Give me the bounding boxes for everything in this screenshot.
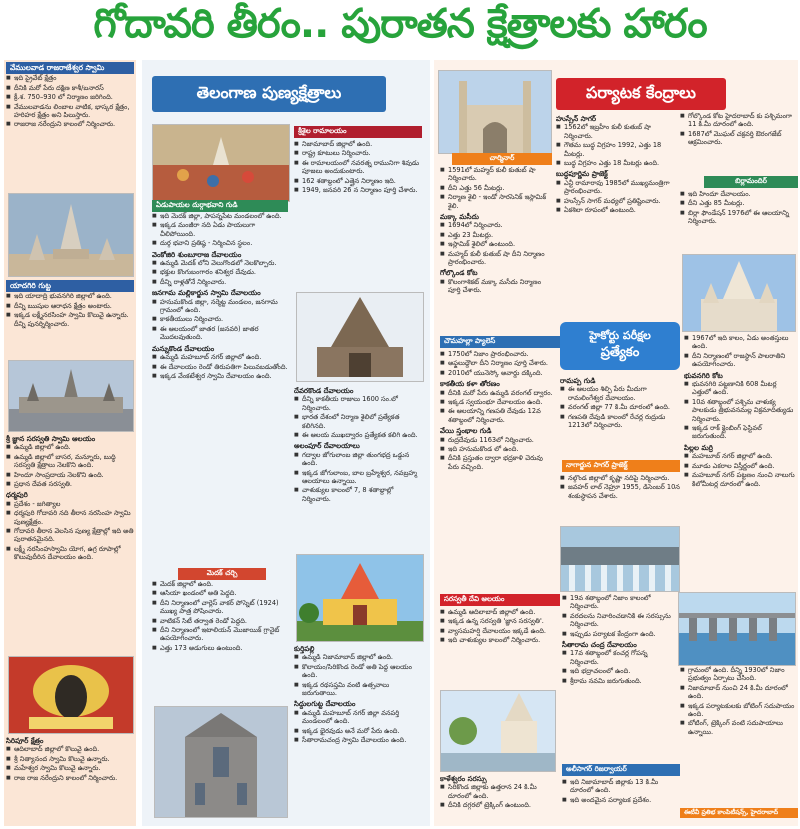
list-item: ■ 1694లో నిర్మించారు. xyxy=(448,221,550,229)
list-item: ■ మహేశ్వర స్వామి కొలువై ఉన్నారు. xyxy=(14,764,134,772)
list-item: ■ 1750లో నిజాం ప్రారంభించారు. xyxy=(448,350,554,358)
medak-church-photo xyxy=(154,706,288,818)
list-item: ■ ఇది చాళుక్యుల కాలంలో నిర్మించారు. xyxy=(448,636,558,644)
birla-mandir-photo xyxy=(682,254,796,332)
col2-c4-list xyxy=(152,353,288,380)
col1-s3-title: శ్రీ జ్ఞాన సరస్వతి స్వామి ఆలయం xyxy=(6,435,96,443)
list-item: ■ 1967లో ఇది కాలం, ఏడు అంతస్తులు ఉంది. xyxy=(692,334,796,351)
list-item: ■ ఈ ఆలయం శిల్పి పేరు మీదుగా రామలింగేశ్వర దేవాలయం. xyxy=(568,385,680,402)
birla-mandir-caption: బిర్లామందిర్ xyxy=(704,176,798,188)
golconda-fort-list xyxy=(680,112,796,147)
list-item: ■ ఇది యాదాద్రి భువనగిరి జిల్లాలో ఉంది. xyxy=(14,292,134,300)
nagarjuna-dam-photo xyxy=(560,526,680,592)
col2-c7-title: దేవరకొండ దేవాలయం xyxy=(294,387,354,395)
list-item: ■ ధర్మపురి గోదావరి నది తీరాన నరసింహ స్వామి పుణ్యక్షేత్రం. xyxy=(14,509,134,526)
col2-c3-list xyxy=(152,298,288,342)
col3-saraswati-text xyxy=(440,608,558,688)
list-item: ■ ఈ ఆలయ ముఖద్వారం ప్రత్యేకత కలిగి ఉంది. xyxy=(302,431,424,439)
bhuvanagiri-title: భువనగిరి కోట xyxy=(684,371,723,380)
list-item: ■ 1687లో మొఘల్ చక్రవర్తి ఔరంగజేబ్ ఆక్రమించారు. xyxy=(688,130,796,147)
list-item: ■ వరదలను నివారించడానికి ఈ సరస్సును నిర్మించారు. xyxy=(570,612,674,629)
col2-c10-list xyxy=(294,709,424,745)
list-item: ■ దీనికి ప్రస్తుతం ద్వారా భద్రకాళి చెరువు పేరు వచ్చింది. xyxy=(448,454,554,471)
col2-c6-list xyxy=(294,140,424,194)
list-item: ■ ఇప్పుడు పర్యాటక కేంద్రంగా ఉంది. xyxy=(570,630,674,638)
golconda-title: గోల్కొండ కోట xyxy=(440,269,478,278)
list-item: ■ జవహర్ లాల్ నెహ్రూ 1955, డిసెంబర్ 10న శంకుస్థాపన చేశారు. xyxy=(568,483,680,500)
list-item: ■ ఉమ్మడి జిల్లాలో ఉంది. xyxy=(14,443,134,451)
list-item: ■ రాష్ట్ర కూటులు నిర్మించారు. xyxy=(302,149,424,157)
hussain-list xyxy=(556,123,674,167)
seetharama-title: సీతారామ చంద్ర దేవాలయం xyxy=(562,641,637,650)
stone-temple-photo xyxy=(296,292,424,382)
list-item: ■ ఉమ్మడి నిజామాబాద్ జిల్లాలో ఉంది. xyxy=(302,653,424,661)
list-item: ■ భారత దేశంలో నిర్మాణ శైలిలో ప్రత్యేకత కలిగినది. xyxy=(302,413,424,430)
list-item: ■ ఆదిలాబాద్ జిల్లాలో కొలువై ఉంది. xyxy=(14,745,134,753)
list-item: ■ ఇక్కడ మంజీరా నది ఏడు పాయలుగా చీలిపోయింది. xyxy=(160,221,288,238)
list-item: ■ ఈ దేవాలయం రెండో తిరుపతిగా పిలువబడుతోంది. xyxy=(160,363,288,371)
credit-line: ఈటీవీ ప్రతిభ కాంపిటీషన్స్, హైదరాబాద్ xyxy=(680,808,798,818)
edupayala-photo xyxy=(152,124,290,202)
col1-s4-title: ధర్మపురి xyxy=(6,491,28,500)
col1-s2-title: యాదగిరి గుట్ట xyxy=(6,280,134,292)
col3-birla-text xyxy=(680,190,796,252)
col3-chowmahalla-text xyxy=(440,350,554,586)
nagarjuna-caption: నాగార్జున సాగర్ ప్రాజెక్ట్ xyxy=(562,460,680,472)
list-item: ■ 10వ శతాబ్దంలో పశ్చిమ చాళుక్య పాలకుడు త్రిభువనమల్ల విక్రమాదిత్యుడు నిర్మించారు. xyxy=(692,398,796,423)
list-item: ■ ఇక్కడ పర్యాటకులకు బోటింగ్ సదుపాయం ఉంది. xyxy=(688,702,796,719)
list-item: ■ ఉమ్మడి మహబూబ్ నగర్ జిల్లా వనపర్తి మండలంలో ఉంది. xyxy=(302,709,424,726)
list-item: ■ ఇక్కడ భైరవుడు అనే మరో పేరు ఉంది. xyxy=(302,727,424,735)
col2-c10-title: సిద్దులగుట్ట దేవాలయం xyxy=(294,700,356,709)
alisagar-caption: అలీసాగర్ రిజర్వాయర్ xyxy=(562,764,680,776)
nizam-list xyxy=(562,594,674,638)
charminar-photo xyxy=(438,70,552,154)
list-item: ■ దీని నిర్మాణంలో రాజస్థాన్ పాలరాతిని ఉపయోగించారు. xyxy=(692,352,796,369)
list-item: ■ రాజ రాజ నరేంద్రుని కాలంలో నిర్మించారు. xyxy=(14,774,134,782)
list-item: ■ దీని నిర్మాణంలో ఇటాలియన్ మొజాయిక్ గ్రానైట్ ఉపయోగించారు. xyxy=(160,626,288,643)
ramappa-list xyxy=(560,385,680,429)
col1-s5-list xyxy=(6,745,134,782)
thousand-pillar-list xyxy=(440,436,554,472)
list-item: ■ ఈ ఆలయాన్ని గణపతి దేవుడు 12వ శతాబ్దంలో నిర్మించారు. xyxy=(448,407,554,424)
list-item: ■ ఇది ప్రైవేట్ క్షేత్రం xyxy=(14,74,134,82)
list-item: ■ నల్గొండ జిల్లాలో కృష్ణా నదిపై నిర్మించారు. xyxy=(568,474,680,482)
list-item: ■ వేములవాడను లింబాల వాటిక, భాస్కర క్షేత్రం, హరిహర క్షేత్రం అని పిలుస్తారు. xyxy=(14,103,134,120)
col1-s1-title: వేములవాడ రాజరాజేశ్వర స్వామి xyxy=(6,62,134,74)
list-item: ■ ఎత్తు 23 మీటర్లు. xyxy=(448,231,550,239)
list-item: ■ గోదావరి తీరాన వెలసిన పుణ్య క్షేత్రాల్లో ఇది అతి పురాతనమైనది. xyxy=(14,527,134,544)
list-item: ■ గద్వాల జోగులాంబ జిల్లా తుంగభద్ర ఒడ్డున ఉంది. xyxy=(302,451,424,468)
list-item: ■ ఈ రామాలయంలో నవరత్న రామునిగా శివుడు పూజలు అందుకుంటారు. xyxy=(302,159,424,176)
col1-s1-list xyxy=(6,74,134,128)
kakatiya-thoranam-title: కాకతీయ కళా తోరణం xyxy=(440,380,500,389)
list-item: ■ ఇక్కడ ఉన్న సరస్వతి 'జ్ఞాన సరస్వతి'. xyxy=(448,617,558,625)
birla-more-list xyxy=(684,334,796,369)
col2-left-text xyxy=(152,212,288,566)
chowmahalla-list xyxy=(440,350,554,377)
dam-list xyxy=(680,666,796,736)
list-item: ■ వరంగల్ జిల్లా 77 కి.మీ దూరంలో ఉంది. xyxy=(568,403,680,411)
list-item: ■ దీనికి మరో పేరు ఉమ్మడి వరంగల్ ద్వారం. xyxy=(448,389,554,397)
col1-s2-list xyxy=(6,292,134,328)
col3-birla-more-text xyxy=(684,334,796,564)
list-item: ■ ప్రదేశం - జగిత్యాల xyxy=(14,500,134,508)
col1-s3-list xyxy=(6,443,134,488)
list-item: ■ హనుమకొండ జిల్లా, నర్మెట్ట మండలం, జనగామ గ్రామంలో ఉంది. xyxy=(160,298,288,315)
col3-nagarjuna-text xyxy=(560,474,680,524)
list-item: ■ మహబూబ్ నగర్ జిల్లాలో ఉంది. xyxy=(692,452,796,460)
col3-charminar-text xyxy=(440,166,550,326)
list-item: ■ ఇది మెదక్ జిల్లా, పాపన్నపేట మండలంలో ఉంది. xyxy=(160,212,288,220)
col2-c8-list xyxy=(294,451,424,503)
seetharama-list xyxy=(562,649,674,685)
list-item: ■ ఇక్కడ రథసప్తమి వంటి ఉత్సవాలు జరుగుతాయి. xyxy=(302,681,424,698)
list-item: ■ రాజరాజ నరేంద్రుని కాలంలో నిర్మించారు. xyxy=(14,120,134,128)
col1-s5-title: సిరిపూర్ క్షేత్రం xyxy=(6,737,44,745)
charminar-list xyxy=(440,166,550,210)
list-item: ■ ఎన్టీ రామారావు 1985లో ముఖ్యమంత్రిగా ప్రారంభించారు. xyxy=(564,179,674,196)
list-item: ■ దీన్ని ఋషుల ఆరాధన క్షేత్రం అంటారు. xyxy=(14,302,134,310)
list-item: ■ ఆసియా ఖండంలో అతి పెద్దది. xyxy=(160,589,288,597)
list-item: ■ ఎత్తు 173 అడుగులు ఉంటుంది. xyxy=(160,644,288,652)
col2-c8-title: అలంపూర్ దేవాలయాలు xyxy=(294,442,360,451)
bhuvanagiri-list xyxy=(684,380,796,441)
list-item: ■ దీనికి మరో పేరు దక్షిణ కాశీ/బనారస్ xyxy=(14,84,134,92)
list-item: ■ ఈ ఆలయంలో జాతర (జనవరి) జాతర మొదలవుతుంది. xyxy=(160,325,288,342)
list-item: ■ బోటింగ్, ట్రెక్కింగ్ వంటి సదుపాయాలు ఉన్నాయి. xyxy=(688,719,796,736)
golconda-list xyxy=(440,278,550,295)
charminar-caption: చార్మినార్ xyxy=(452,153,552,165)
thousand-pillar-title: వేయి స్తంభాల గుడి xyxy=(440,427,492,436)
high-court-badge-line1: హైకోర్టు పరీక్షల xyxy=(589,329,651,342)
list-item: ■ 17వ శతాబ్దంలో కంచర్ల గోపన్న నిర్మించారు. xyxy=(570,649,674,666)
col2-c4-title: మన్నుకొండ దేవాలయం xyxy=(152,344,215,353)
list-item: ■ కాకతీయులు నిర్మించారు. xyxy=(160,315,288,323)
list-item: ■ ఉమ్మడి మహబూబ్ నగర్ జిల్లాలో ఉంది. xyxy=(160,353,288,361)
col2-c7-list xyxy=(294,395,424,439)
list-item: ■ గ్రామంలో ఉంది. దీన్ని 1930లో నిజాం ప్రభుత్వం ఏర్పాటు చేసింది. xyxy=(688,666,796,683)
list-item: ■ గణపతి దేవుడి కాలంలో రేచర్ల రుద్రుడు 1213లో నిర్మించారు. xyxy=(568,413,680,430)
list-item: ■ హిందూ సాంప్రదాయ నెలకొని ఉంది. xyxy=(14,471,134,479)
list-item: ■ దీనికి దగ్గరలో ట్రెక్కింగ్ ఉంటుంది. xyxy=(448,801,558,809)
hussain-title: హుస్సేన్ సాగర్ xyxy=(556,115,597,123)
list-item: ■ 2010లో యునెస్కో అవార్డు దక్కింది. xyxy=(448,369,554,377)
list-item: ■ గోల్కొండ కోట హైదరాబాద్ కు పశ్చిమంగా 11 కి.మీ దూరంలో ఉంది. xyxy=(688,112,796,129)
kaleshwaram-title: కాళేశ్వరం సరస్సు xyxy=(440,775,487,783)
col3-golconda-text xyxy=(680,112,796,172)
col2-right-text-3 xyxy=(294,642,424,822)
colorful-temple-photo xyxy=(296,554,424,642)
list-item: ■ శ్రీ నిత్యానంద స్వామి కొలువై ఉన్నారు. xyxy=(14,755,134,763)
list-item: ■ ఉమ్మడి జిల్లాలో బాసర, మన్నూరు, బుద్ధి సరస్వతి క్షేత్రాలు నెలకొని ఉంది. xyxy=(14,453,134,470)
list-item: ■ ఏకశిలా రూపంలో ఉంటుంది. xyxy=(564,206,674,214)
list-item: ■ భువనగిరి పట్టణానికి 608 మీటర్ల ఎత్తులో ఉంది. xyxy=(692,380,796,397)
list-item: ■ సిరికొండ జిల్లాకు ఉత్తరాన 24 కి.మీ దూరంలో ఉంది. xyxy=(448,783,558,800)
saraswati-caption: సరస్వతీ దేవి ఆలయం xyxy=(440,594,560,606)
edupayala-caption: ఏడుపాయల దుర్గాభవాని గుడి xyxy=(152,200,288,212)
list-item: ■ ఇక్కడ రాక్ క్లైంబింగ్ ఫెస్టివల్ జరుగుతుంది. xyxy=(692,424,796,441)
buddha-purnima-title: బుద్ధపూర్ణిమ ప్రాజెక్ట్ xyxy=(556,170,608,179)
srisaila-rama-caption: శ్రీశైల రామాలయం xyxy=(294,126,422,138)
mecca-masjid-title: మక్కా మసీదు xyxy=(440,213,479,222)
deity-idol-photo xyxy=(8,656,134,734)
list-item: ■ మహ్మద్ కులీ కుతుబ్ షా దీని నిర్మాణం ప్రారంభించారు. xyxy=(448,250,550,267)
list-item: ■ భక్తుల కొంగుబంగారం శనిశ్వర దేవుడు. xyxy=(160,268,288,276)
col2-c3-title: జనగామ మల్లికార్జున స్వామి దేవాలయం xyxy=(152,289,261,298)
col2-right-text-2 xyxy=(294,384,424,552)
list-item: ■ బుద్ధ విగ్రహం ఎత్తు 18 మీటర్లు ఉంది. xyxy=(564,159,674,167)
list-item: ■ కొలాయం/సిరికొండ రెండో అతి పెద్ద ఆలయం ఉంది. xyxy=(302,663,424,680)
col3-banner: పర్యాటక కేంద్రాలు xyxy=(556,78,726,110)
pillalamarri-title: పిల్లల మర్రి xyxy=(684,443,713,452)
list-item: ■ 162 శతాబ్దంలో ఎత్తైన నిర్మాణం ఇది. xyxy=(302,177,424,185)
list-item: ■ మహబూబ్ నగర్ పట్టణం నుంచి నాలుగు కిలోమీటర్ల దూరంలో ఉంది. xyxy=(692,471,796,488)
col3-hussain-text xyxy=(556,112,674,330)
list-item: ■ అఫ్జలుద్దౌలా దీని నిర్మాణం పూర్తి చేశారు. xyxy=(448,359,554,367)
list-item: ■ ఇస్లామిక్ శైలిలో ఉంటుంది. xyxy=(448,240,550,248)
list-item: ■ వ్యాసమహర్షి దేవాలయం ఇక్కడే ఉంది. xyxy=(448,627,558,635)
list-item: ■ ఇక్కడ జోగులాంబ, బాల బ్రహ్మేశ్వర, నవబ్రహ్మ ఆలయాలు ఉన్నాయి. xyxy=(302,469,424,486)
kaleshwaram-list xyxy=(440,783,558,809)
list-item: ■ వాటికన్ సిటీ తర్వాత రెండో పెద్దది. xyxy=(160,617,288,625)
col2-c9-list xyxy=(294,653,424,697)
pillalamarri-list xyxy=(684,452,796,488)
list-item: ■ గౌతమ బుద్ధ విగ్రహం 1992, ఎత్తు 18 మీటర్లు. xyxy=(564,141,674,158)
list-item: ■ కొలంగాశికట్ మక్కా మసీదు నిర్మాణం పూర్తి చేశారు. xyxy=(448,278,550,295)
col1-s4-list xyxy=(6,500,134,562)
col2-c9-title: కుర్తిపల్లి xyxy=(294,645,315,653)
list-item: ■ ఉమ్మడి ఆదిలాబాద్ జిల్లాలో ఉంది. xyxy=(448,608,558,616)
list-item: ■ లక్ష్మీ నరసింహస్వామి యోగ, ఉగ్ర రూపాల్లో కొలువుదీరిన దేవాలయం ఉంది. xyxy=(14,545,134,562)
list-item: ■ ప్రధాన దేవత సరస్వతి. xyxy=(14,480,134,488)
col2-c5-list xyxy=(152,580,288,652)
list-item: ■ ఇక్కడ వేంకటేశ్వర స్వామి దేవాలయం ఉంది. xyxy=(160,372,288,380)
high-court-badge-line2: ప్రత్యేకం xyxy=(600,345,640,360)
col1-text-2 xyxy=(6,280,134,360)
list-item: ■ ఇది అందమైన పర్యాటక ప్రదేశం. xyxy=(570,796,674,804)
list-item: ■ నిజామాబాద్ నుంచి 24 కి.మీ దూరంలో ఉంది. xyxy=(688,684,796,701)
list-item: ■ ఇక్కడ స్వయంభూ దేవాలయం ఉంది. xyxy=(448,398,554,406)
col2-c2-list xyxy=(152,259,288,286)
list-item: ■ ఉమ్మడి మెదక్ లోని వెలుగొండలో నెలకొల్పారు. xyxy=(160,259,288,267)
col3-ramappa-text xyxy=(560,374,680,458)
list-item: ■ 1591లో మహ్మద్ కులీ కుతుబ్ షా నిర్మించారు. xyxy=(448,166,550,183)
reservoir-photo xyxy=(678,592,796,666)
list-item: ■ దీని నిర్మాణంలో చార్లెస్ వాకర్ పోస్నెట్ (1924) ముఖ్య పాత్ర పోషించారు. xyxy=(160,599,288,616)
list-item: ■ రుద్రదేవుడు 1163లో నిర్మించారు. xyxy=(448,436,554,444)
list-item: ■ 19వ శతాబ్దంలో నిజాం కాలంలో నిర్మించారు. xyxy=(570,594,674,611)
list-item: ■ మూడు ఎకరాల విస్తీర్ణంలో ఉంది. xyxy=(692,462,796,470)
chowmahalla-caption: చౌమహల్లా ప్యాలెస్ xyxy=(440,336,560,348)
col3-alisagar-text xyxy=(562,778,674,824)
yadagiri-temple-photo xyxy=(8,360,134,432)
col1-text-3 xyxy=(6,432,134,654)
list-item: ■ సీతారామచంద్ర స్వామి దేవాలయం ఉంది. xyxy=(302,736,424,744)
headline: గోదావరి తీరం.. పురాతన క్షేత్రాలకు హారం xyxy=(93,1,707,47)
list-item: ■ ఇది నిజామాబాద్ జిల్లాకు 13 కి.మీ దూరంలో ఉంది. xyxy=(570,778,674,795)
medak-church-caption: మెదక్ చర్చి xyxy=(178,568,266,580)
list-item: ■ దుర్గ భవాని ప్రతిష్ఠ - నిర్మించిన స్థలం. xyxy=(160,239,288,247)
list-item: ■ బిర్లా ఫౌండేషన్ 1976లో ఈ ఆలయాన్ని నిర్మించారు. xyxy=(688,209,796,226)
col1-text-4 xyxy=(6,734,134,826)
high-court-badge xyxy=(560,322,680,370)
list-item: ■ 1562లో ఇబ్రహీం కులీ కుతుబ్ షా నిర్మించారు. xyxy=(564,123,674,140)
buddha-list xyxy=(556,179,674,215)
nagarjuna-list xyxy=(560,474,680,500)
ramappa-title: రామప్ప గుడి xyxy=(560,377,596,385)
col2-banner: తెలంగాణ పుణ్యక్షేత్రాలు xyxy=(152,76,386,112)
list-item: ■ చాళుక్యుల కాలంలో 7, 8 శతాబ్దాల్లో నిర్మించారు. xyxy=(302,486,424,503)
list-item: ■ 1949, జనవరి 26 న నిర్మాణం పూర్తి చేశారు. xyxy=(302,186,424,194)
kakatiya-list xyxy=(440,389,554,425)
list-item: ■ ఇది హనుమకొండ లో ఉంది. xyxy=(448,445,554,453)
col3-dam-text xyxy=(680,666,796,806)
list-item: ■ దీన్ని కాకతీయ రాజులు 1600 సం.లో నిర్మించారు. xyxy=(302,395,424,412)
list-item: ■ ఇది హిందూ దేవాలయం. xyxy=(688,190,796,198)
birla-list xyxy=(680,190,796,226)
lake-temple-photo xyxy=(440,690,556,772)
list-item: ■ నిర్మాణ శైలి - ఇండో సారసెనిక్ ఇస్లామిక్ శైలి. xyxy=(448,193,550,210)
list-item: ■ శ్రీరామ నవమి జరుగుతుంది. xyxy=(570,677,674,685)
list-item: ■ నిజామాబాద్ జిల్లాలో ఉంది. xyxy=(302,140,424,148)
list-item: ■ హుస్సేన్ సాగర్ మధ్యలో ప్రతిష్టించారు. xyxy=(564,197,674,205)
list-item: ■ దీన్ని రాళ్లతోనే నిర్మించారు. xyxy=(160,278,288,286)
col3-kaleshwaram-text xyxy=(440,772,558,824)
saraswati-list xyxy=(440,608,558,645)
col2-c2-title: వెంకోజిరి శుంబూరాజ దేవాలయం xyxy=(152,250,242,259)
col2-right-text xyxy=(294,140,424,290)
alisagar-list xyxy=(562,778,674,804)
col2-left-text-2 xyxy=(152,580,288,704)
list-item: ■ ఇది భద్రాచలంలో ఉంది. xyxy=(570,667,674,675)
list-item: ■ క్రీ.శ. 750–930 లో నిర్మాణం జరిగింది. xyxy=(14,93,134,101)
mecca-list xyxy=(440,221,550,266)
col2-c1-list xyxy=(152,212,288,248)
list-item: ■ దీని ఎత్తు 85 మీటర్లు. xyxy=(688,199,796,207)
vemulawada-temple-photo xyxy=(8,193,134,277)
list-item: ■ ఇక్కడ లక్ష్మీనరసింహ స్వామి కొలువై ఉన్నారు. దీన్ని పునర్నిర్మించారు. xyxy=(14,311,134,328)
list-item: ■ మెదక్ జిల్లాలో ఉంది. xyxy=(160,580,288,588)
col3-nizam-text xyxy=(562,594,674,762)
list-item: ■ దీని ఎత్తు 56 మీటర్లు. xyxy=(448,184,550,192)
